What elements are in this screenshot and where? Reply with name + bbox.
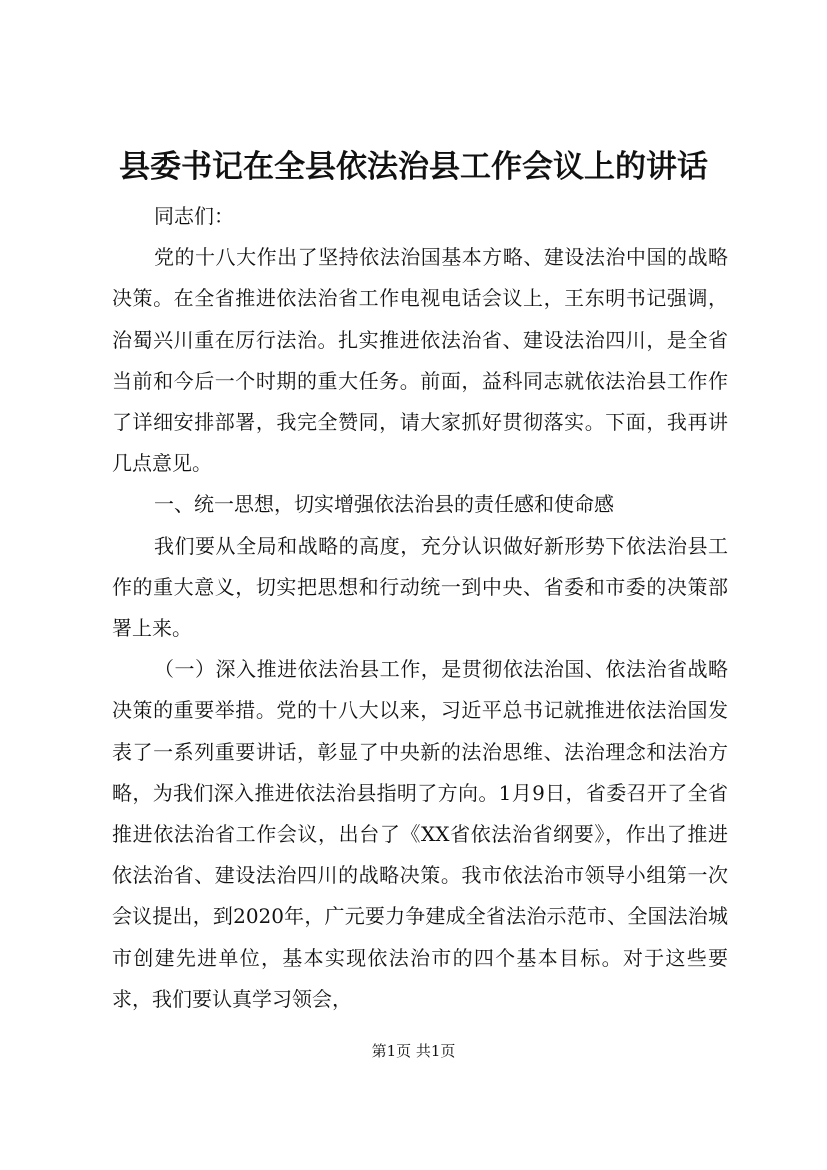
page-footer: 第1页 共1页 — [371, 1042, 456, 1060]
paragraph: （一）深入推进依法治县工作，是贯彻依法治国、依法治省战略决策的重要举措。党的十八大以来，习近平总书记就推进依法治国发表了一系列重要讲话，彰显了中央新的法治思维、法治理念和法治方略，为我们深入推进依法治县指明了方向。1月9日，省委召开了全省推进依法治省工作会议，出台了《XX省依法治省纲要》，作出了推进依法治省、建设法治四川的战略决策。我市依法治市领导小组第一次会议提出，到2020年，广元要力争建成全省法治示范市、全国法治城市创建先进单位，基本实现依法治市的四个基本目标。对于这些要求，我们要认真学习领会， — [112, 657, 728, 1011]
paragraph: 我们要从全局和战略的高度，充分认识做好新形势下依法治县工作的重大意义，切实把思想和行动统一到中央、省委和市委的决策部署上来。 — [112, 533, 728, 641]
salutation: 同志们： — [154, 204, 234, 228]
document-body — [112, 196, 728, 1020]
paragraph: 党的十八大作出了坚持依法治国基本方略、建设法治中国的战略决策。在全省推进依法治省工作电视电话会议上，王东明书记强调，治蜀兴川重在厉行法治。扎实推进依法治省、建设法治四川，是全省当前和今后一个时期的重大任务。前面，益科同志就依法治县工作作了详细安排部署，我完全赞同，请大家抓好贯彻落实。下面，我再讲几点意见。 — [112, 245, 728, 476]
document-title: 县委书记在全县依法治县工作会议上的讲话 — [119, 149, 708, 185]
section-heading: 一、统一思想，切实增强依法治县的责任感和使命感 — [154, 492, 614, 517]
